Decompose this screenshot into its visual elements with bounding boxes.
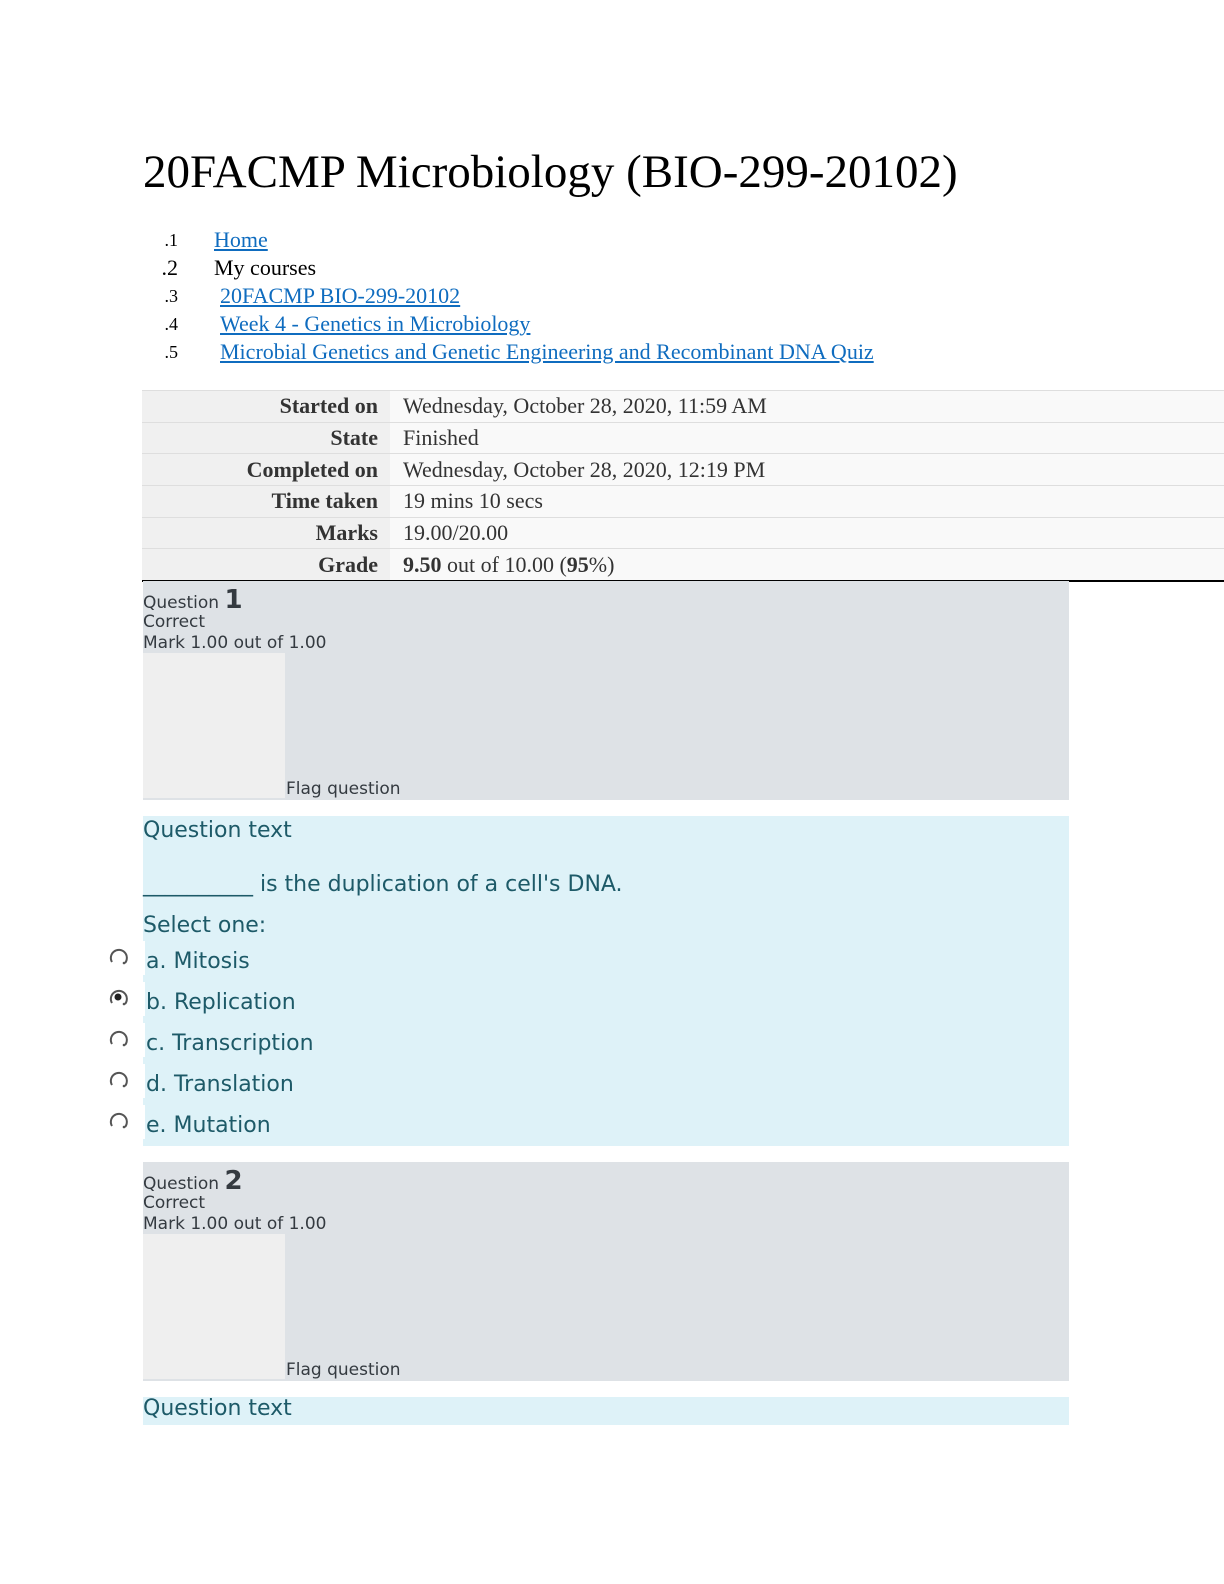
breadcrumb-link-week[interactable]: Week 4 - Genetics in Microbiology: [220, 311, 531, 336]
breadcrumb-link-course[interactable]: 20FACMP BIO-299-20102: [220, 283, 461, 308]
answer-label: d. Translation: [146, 1072, 294, 1097]
question-2-info: [143, 1162, 1069, 1381]
summary-value: 19 mins 10 secs: [390, 486, 1224, 518]
answer-option-e[interactable]: [105, 1105, 665, 1139]
summary-label: Time taken: [142, 486, 390, 518]
radio-button[interactable]: [105, 982, 145, 1016]
radio-button[interactable]: [105, 1023, 145, 1057]
quiz-summary-table: [142, 390, 1224, 582]
breadcrumb-link-home[interactable]: Home: [214, 227, 268, 252]
summary-row-marks: [142, 517, 1224, 549]
summary-value: Wednesday, October 28, 2020, 11:59 AM: [390, 391, 1224, 423]
question-text: __________ is the duplication of a cell's DNA.: [143, 872, 623, 897]
question-grade: Mark 1.00 out of 1.00: [143, 633, 327, 653]
radio-unchecked-icon: [108, 1110, 130, 1132]
question-grade: Mark 1.00 out of 1.00: [143, 1214, 327, 1234]
question-number-value: 1: [224, 585, 243, 615]
flag-question-link[interactable]: Flag question: [286, 1360, 401, 1380]
answer-option-d[interactable]: [105, 1064, 665, 1098]
answer-option-a[interactable]: [105, 941, 665, 975]
flag-icon-placeholder[interactable]: [143, 1234, 285, 1379]
grade-percent: 95: [566, 551, 589, 577]
radio-button[interactable]: [105, 1105, 145, 1139]
answer-option-c[interactable]: [105, 1023, 665, 1057]
summary-row-started: [142, 391, 1224, 423]
summary-label: Completed on: [142, 454, 390, 486]
answer-label: c. Transcription: [146, 1031, 314, 1056]
summary-row-time-taken: [142, 486, 1224, 518]
breadcrumb-link-quiz[interactable]: Microbial Genetics and Genetic Engineering and Recombinant DNA Quiz: [220, 339, 874, 364]
summary-value: Wednesday, October 28, 2020, 12:19 PM: [390, 454, 1224, 486]
summary-row-grade: [142, 549, 1224, 581]
question-label: Question: [143, 593, 225, 613]
answer-label: e. Mutation: [146, 1113, 271, 1138]
summary-value: Finished: [390, 422, 1224, 454]
summary-label: State: [142, 422, 390, 454]
flag-question-link[interactable]: Flag question: [286, 779, 401, 799]
question-text-heading: Question text: [143, 1396, 292, 1421]
summary-label: Marks: [142, 517, 390, 549]
answer-option-b[interactable]: [105, 982, 665, 1016]
summary-row-state: [142, 422, 1224, 454]
radio-button[interactable]: [105, 1064, 145, 1098]
question-text-heading: Question text: [143, 818, 292, 843]
grade-score: 9.50: [403, 551, 442, 577]
radio-button[interactable]: [105, 941, 145, 975]
radio-unchecked-icon: [108, 1069, 130, 1091]
page-title: 20FACMP Microbiology (BIO-299-20102): [143, 146, 958, 198]
answer-label: b. Replication: [146, 990, 296, 1015]
radio-unchecked-icon: [108, 946, 130, 968]
radio-unchecked-icon: [108, 1028, 130, 1050]
question-state: Correct: [143, 1193, 206, 1213]
question-number: [143, 585, 243, 615]
question-number: [143, 1166, 243, 1196]
radio-checked-icon: [108, 987, 130, 1009]
question-1-info: [143, 581, 1069, 800]
summary-label: Started on: [142, 391, 390, 423]
summary-row-completed: [142, 454, 1224, 486]
question-state: Correct: [143, 612, 206, 632]
question-number-value: 2: [224, 1166, 243, 1196]
summary-label: Grade: [142, 549, 390, 581]
grade-percent-sign: %): [588, 551, 615, 577]
question-1-content: [143, 816, 1069, 1146]
breadcrumb-text-my-courses: My courses: [214, 255, 317, 280]
question-label: Question: [143, 1174, 225, 1194]
question-2-content: [143, 1397, 1069, 1425]
summary-value: 19.00/20.00: [390, 517, 1224, 549]
grade-out-of: out of 10.00 (: [441, 551, 567, 577]
answer-label: a. Mitosis: [146, 949, 250, 974]
select-one-prompt: Select one:: [143, 913, 267, 938]
flag-icon-placeholder[interactable]: [143, 653, 285, 798]
summary-value: [390, 549, 1224, 581]
